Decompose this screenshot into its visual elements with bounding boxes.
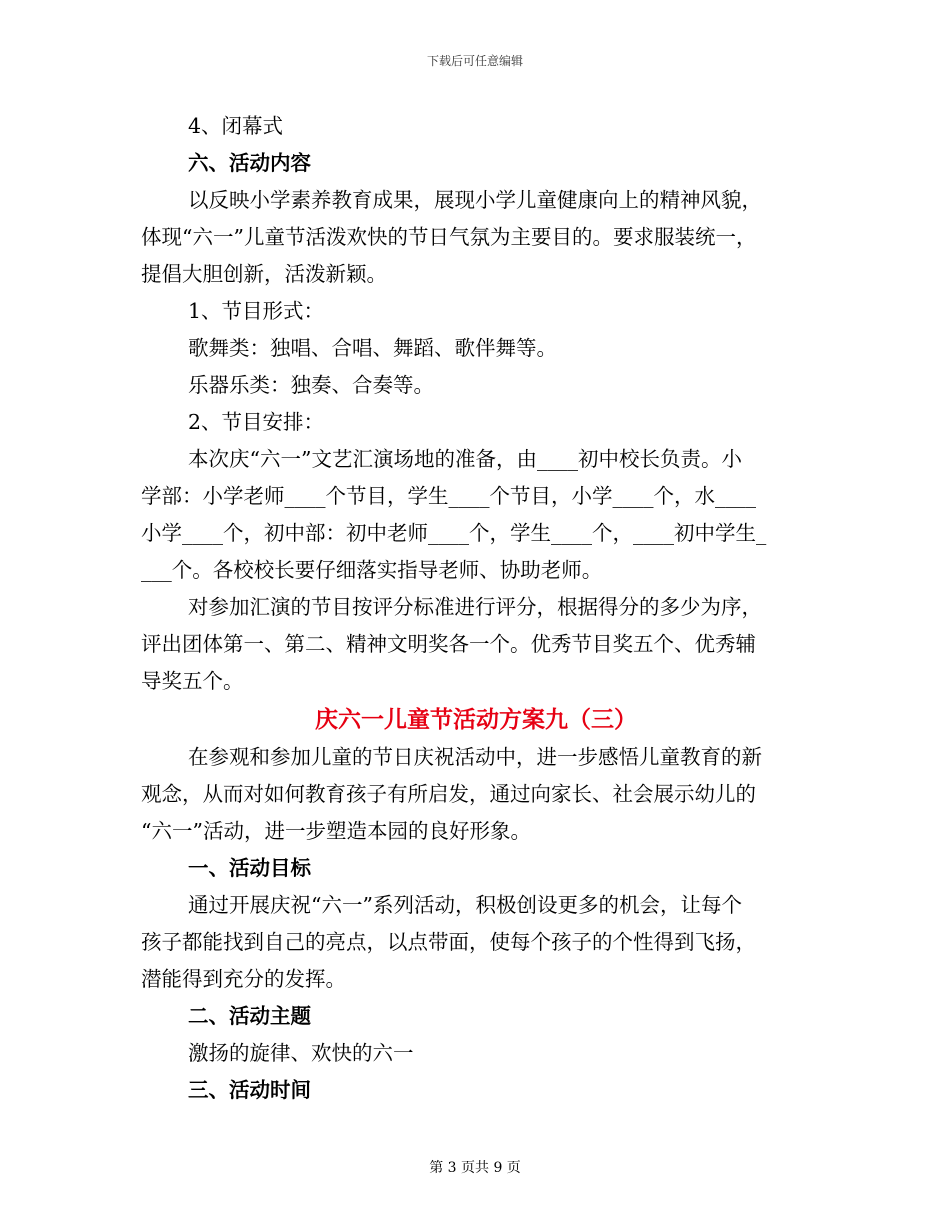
paragraph-line: 体现“六一”儿童节活泼欢快的节日气氛为主要目的。要求服装统一， <box>141 225 757 249</box>
paragraph-line: 本次庆“六一”文艺汇演场地的准备，由____初中校长负责。小 <box>188 447 742 471</box>
document-title: 庆六一儿童节活动方案九（三） <box>315 706 637 733</box>
section-heading: 三、活动时间 <box>188 1078 311 1102</box>
paragraph-line: 激扬的旋律、欢快的六一 <box>188 1041 414 1065</box>
section-heading: 一、活动目标 <box>188 856 311 880</box>
page-header: 下载后可任意编辑 <box>426 54 523 68</box>
section-heading: 二、活动主题 <box>188 1004 311 1028</box>
paragraph-line: 导奖五个。 <box>141 669 244 693</box>
paragraph-line: 对参加汇演的节目按评分标准进行评分，根据得分的多少为序， <box>188 595 762 619</box>
paragraph-line: 评出团体第一、第二、精神文明奖各一个。优秀节目奖五个、优秀辅 <box>141 632 756 656</box>
paragraph-line: 孩子都能找到自己的亮点，以点带面，使每个孩子的个性得到飞扬， <box>141 930 756 954</box>
paragraph-line: 潜能得到充分的发挥。 <box>141 967 346 991</box>
paragraph-line: 观念，从而对如何教育孩子有所启发，通过向家长、社会展示幼儿的 <box>141 782 756 806</box>
paragraph-line: 通过开展庆祝“六一”系列活动，积极创设更多的机会，让每个 <box>188 893 742 917</box>
list-item: 4、闭幕式 <box>188 114 284 138</box>
paragraph-line: 乐器乐类：独奏、合奏等。 <box>188 373 434 397</box>
paragraph-line: 小学____个，初中部：初中老师____个，学生____个，____初中学生_ <box>141 521 767 545</box>
paragraph-line: 学部：小学老师____个节目，学生____个节目，小学____个，水____ <box>141 484 756 508</box>
paragraph-line: 在参观和参加儿童的节日庆祝活动中，进一步感悟儿童教育的新 <box>188 745 762 769</box>
paragraph-line: 提倡大胆创新，活泼新颖。 <box>141 262 387 286</box>
document-body <box>141 108 811 1109</box>
paragraph-line: 歌舞类：独唱、合唱、舞蹈、歌伴舞等。 <box>188 336 557 360</box>
list-item: 1、节目形式： <box>188 299 325 323</box>
page-footer: 第 3 页共 9 页 <box>429 1160 521 1176</box>
paragraph-line: “六一”活动，进一步塑造本园的良好形象。 <box>141 819 531 843</box>
section-heading: 六、活动内容 <box>188 151 311 175</box>
paragraph-line: 以反映小学素养教育成果，展现小学儿童健康向上的精神风貌， <box>188 188 762 212</box>
list-item: 2、节目安排： <box>188 410 325 434</box>
paragraph-line: ___个。各校校长要仔细落实指导老师、协助老师。 <box>141 558 603 582</box>
